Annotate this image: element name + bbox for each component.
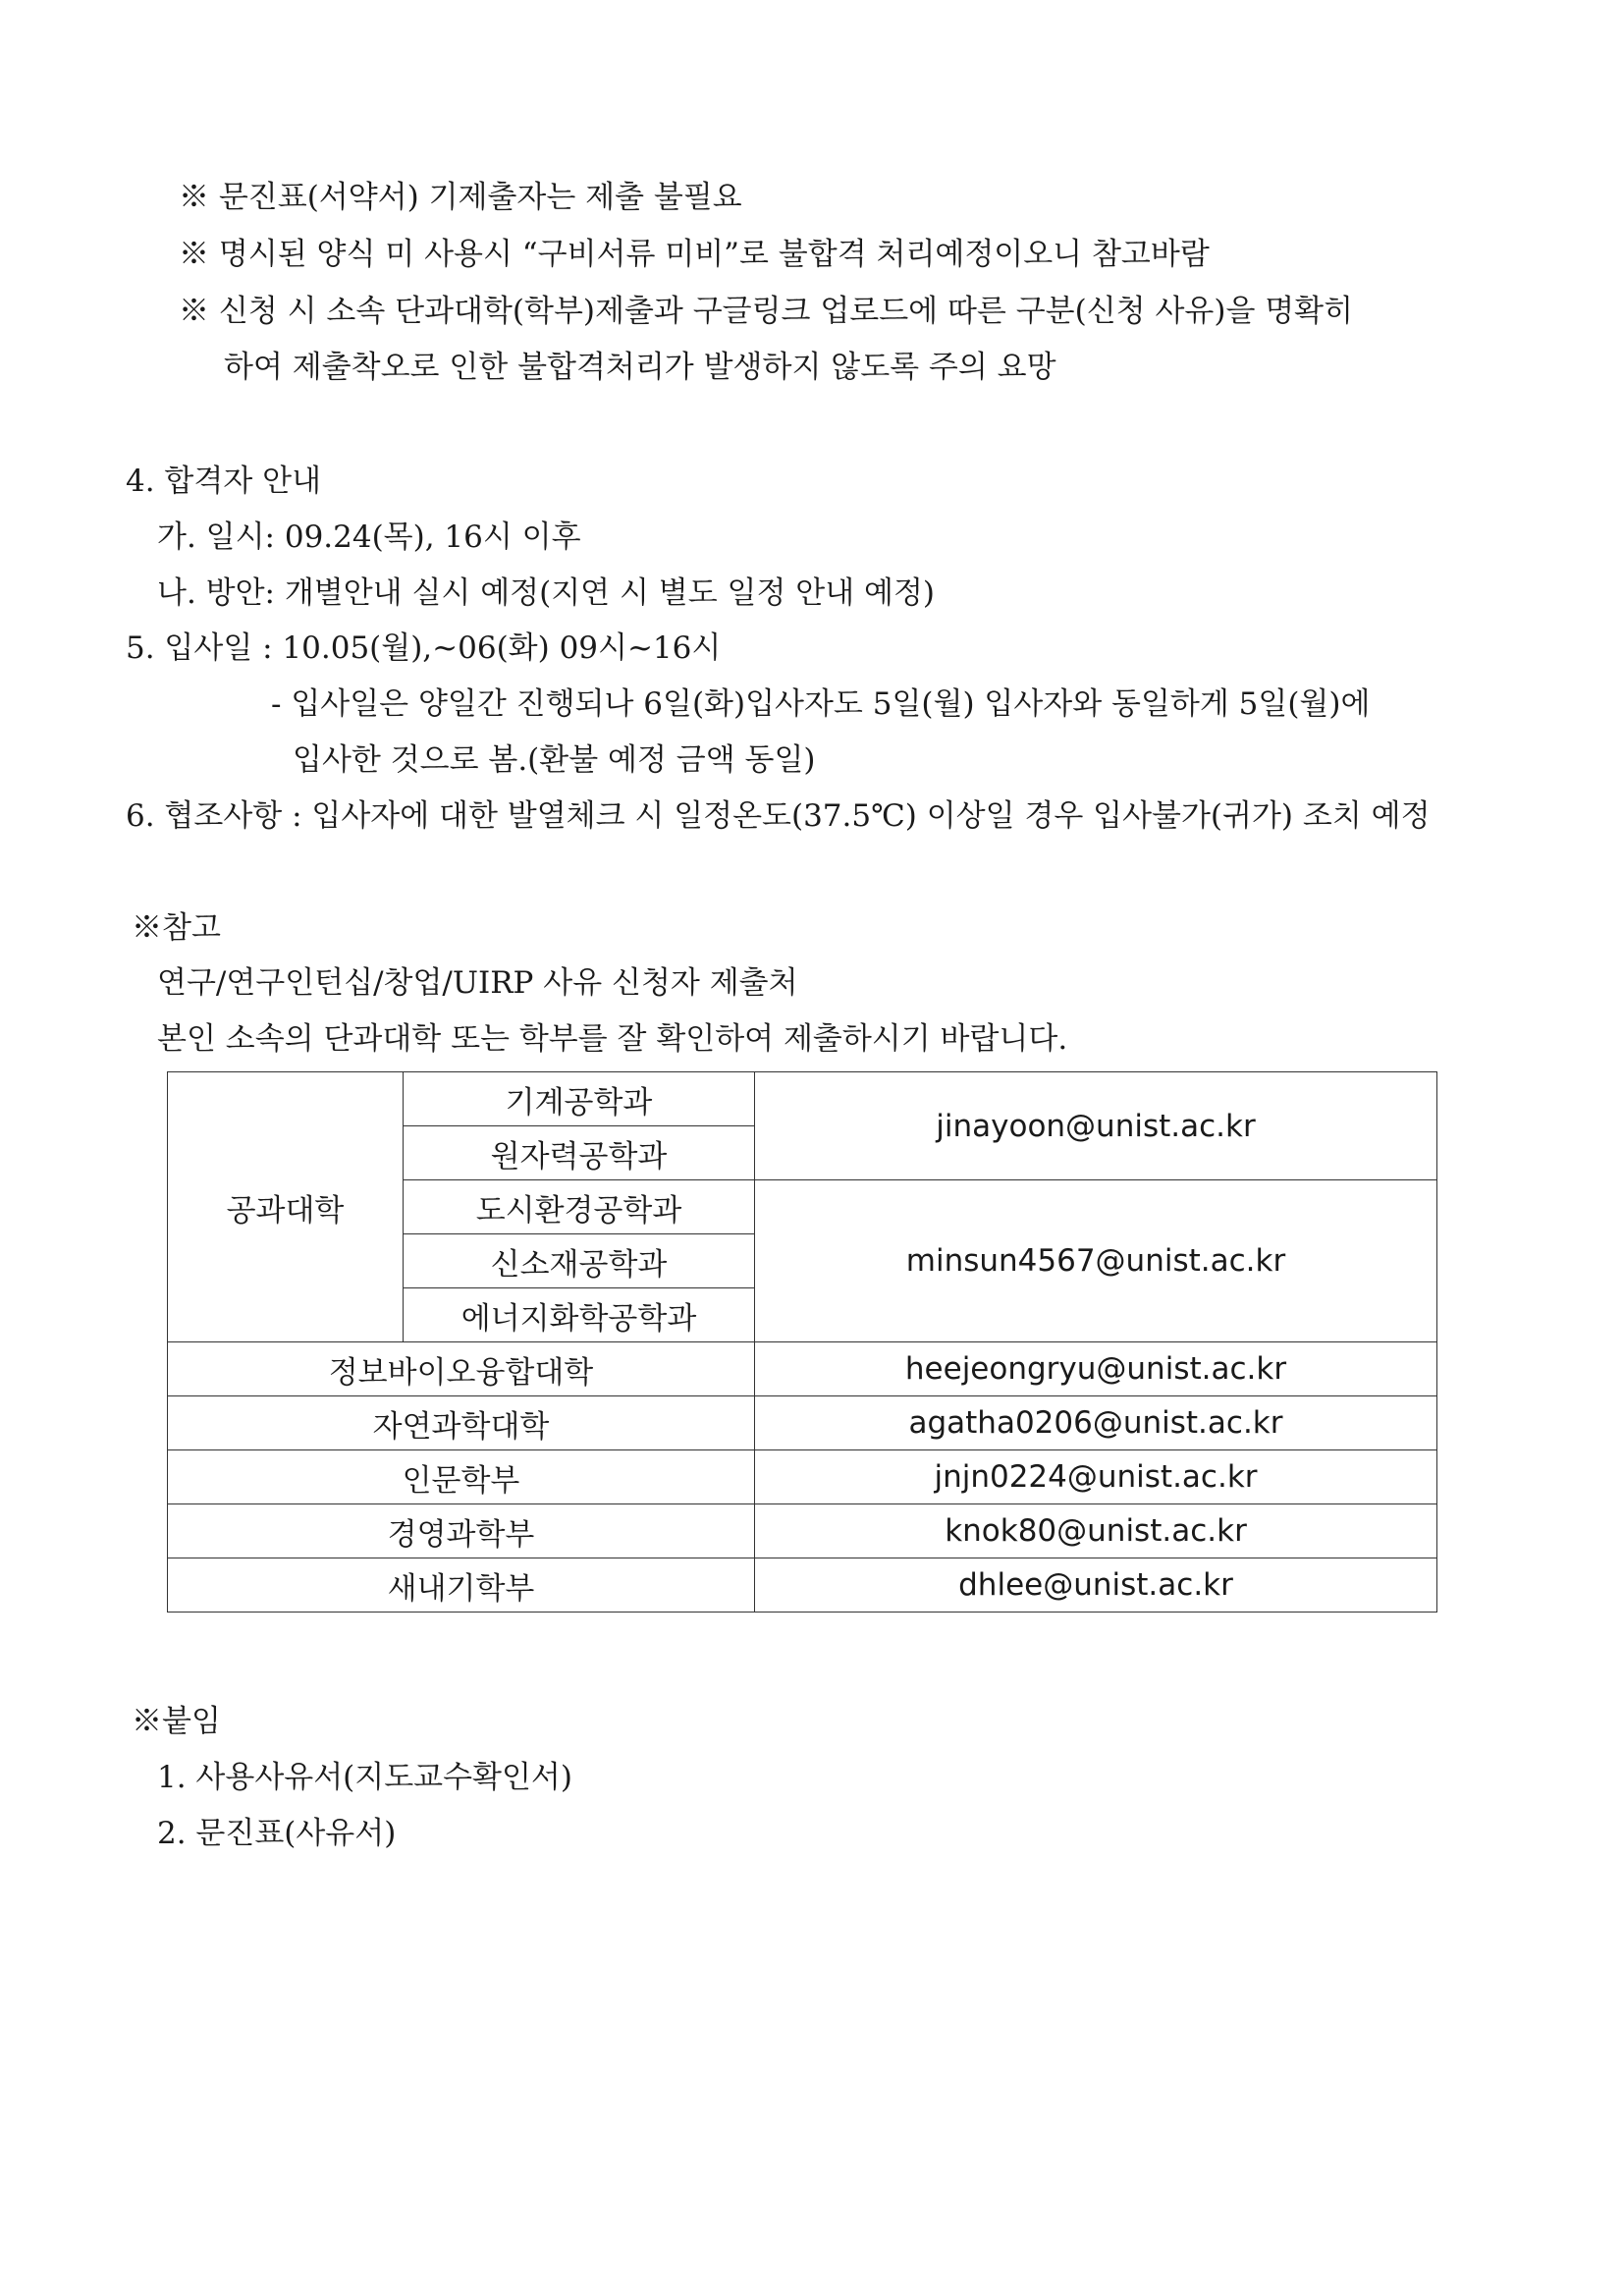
- unit-cell: 경영과학부: [168, 1504, 755, 1558]
- dept-nuclear-cell: 원자력공학과: [404, 1126, 755, 1180]
- dept-mechanical-cell: 기계공학과: [404, 1072, 755, 1126]
- email-cell: jnjn0224@unist.ac.kr: [755, 1450, 1437, 1504]
- reference-line-2: 본인 소속의 단과대학 또는 학부를 잘 확인하여 제출하시기 바랍니다.: [157, 1021, 1068, 1057]
- table-row: [168, 1450, 1437, 1504]
- attachment-item-2: 2. 문진표(사유서): [157, 1816, 397, 1851]
- note-form-required: ※ 명시된 양식 미 사용시 “구비서류 미비”로 불합격 처리예정이오니 참고바람: [179, 237, 1210, 272]
- dept-materials-cell: 신소재공학과: [404, 1234, 755, 1288]
- section-5-title: 5. 입사일 : 10.05(월),~06(화) 09시~16시: [126, 630, 722, 666]
- email-jinayoon-cell: jinayoon@unist.ac.kr: [755, 1072, 1437, 1180]
- section-4-title: 4. 합격자 안내: [126, 464, 322, 499]
- note-submission-distinction: ※ 신청 시 소속 단과대학(학부)제출과 구글링크 업로드에 따른 구분(신청 사유)을 명확히: [179, 294, 1354, 329]
- college-engineering-cell: 공과대학: [168, 1072, 404, 1342]
- table-row: [168, 1558, 1437, 1613]
- table-row: [168, 1072, 1437, 1126]
- section-4-item-date: 가. 일시: 09.24(목), 16시 이후: [157, 519, 581, 555]
- unit-cell: 정보바이오융합대학: [168, 1342, 755, 1396]
- note-no-resubmit: ※ 문진표(서약서) 기제출자는 제출 불필요: [179, 180, 742, 215]
- table-row: [168, 1342, 1437, 1396]
- dept-urban-cell: 도시환경공학과: [404, 1180, 755, 1234]
- section-6-title: 6. 협조사항 : 입사자에 대한 발열체크 시 일정온도(37.5℃) 이상일 경우 입사불가(귀가) 조치 예정: [126, 798, 1431, 834]
- email-cell: heejeongryu@unist.ac.kr: [755, 1342, 1437, 1396]
- email-minsun-cell: minsun4567@unist.ac.kr: [755, 1180, 1437, 1342]
- unit-cell: 인문학부: [168, 1450, 755, 1504]
- attachment-item-1: 1. 사용사유서(지도교수확인서): [157, 1760, 572, 1795]
- department-email-table: [167, 1071, 1437, 1613]
- unit-cell: 자연과학대학: [168, 1396, 755, 1450]
- dept-energy-cell: 에너지화학공학과: [404, 1288, 755, 1342]
- note-submission-distinction-cont: 하여 제출착오로 인한 불합격처리가 발생하지 않도록 주의 요망: [224, 350, 1056, 385]
- email-cell: dhlee@unist.ac.kr: [755, 1558, 1437, 1613]
- table-row: [168, 1504, 1437, 1558]
- section-5-detail-1: - 입사일은 양일간 진행되나 6일(화)입사자도 5일(월) 입사자와 동일하게 5일(월)에: [271, 686, 1371, 722]
- reference-line-1: 연구/연구인턴십/창업/UIRP 사유 신청자 제출처: [157, 965, 798, 1001]
- table-row: [168, 1396, 1437, 1450]
- email-cell: knok80@unist.ac.kr: [755, 1504, 1437, 1558]
- section-4-item-method: 나. 방안: 개별안내 실시 예정(지연 시 별도 일정 안내 예정): [157, 575, 935, 611]
- unit-cell: 새내기학부: [168, 1558, 755, 1613]
- reference-heading: ※참고: [132, 910, 221, 946]
- email-cell: agatha0206@unist.ac.kr: [755, 1396, 1437, 1450]
- attachments-heading: ※붙임: [132, 1704, 221, 1739]
- section-5-detail-2: 입사한 것으로 봄.(환불 예정 금액 동일): [293, 742, 816, 778]
